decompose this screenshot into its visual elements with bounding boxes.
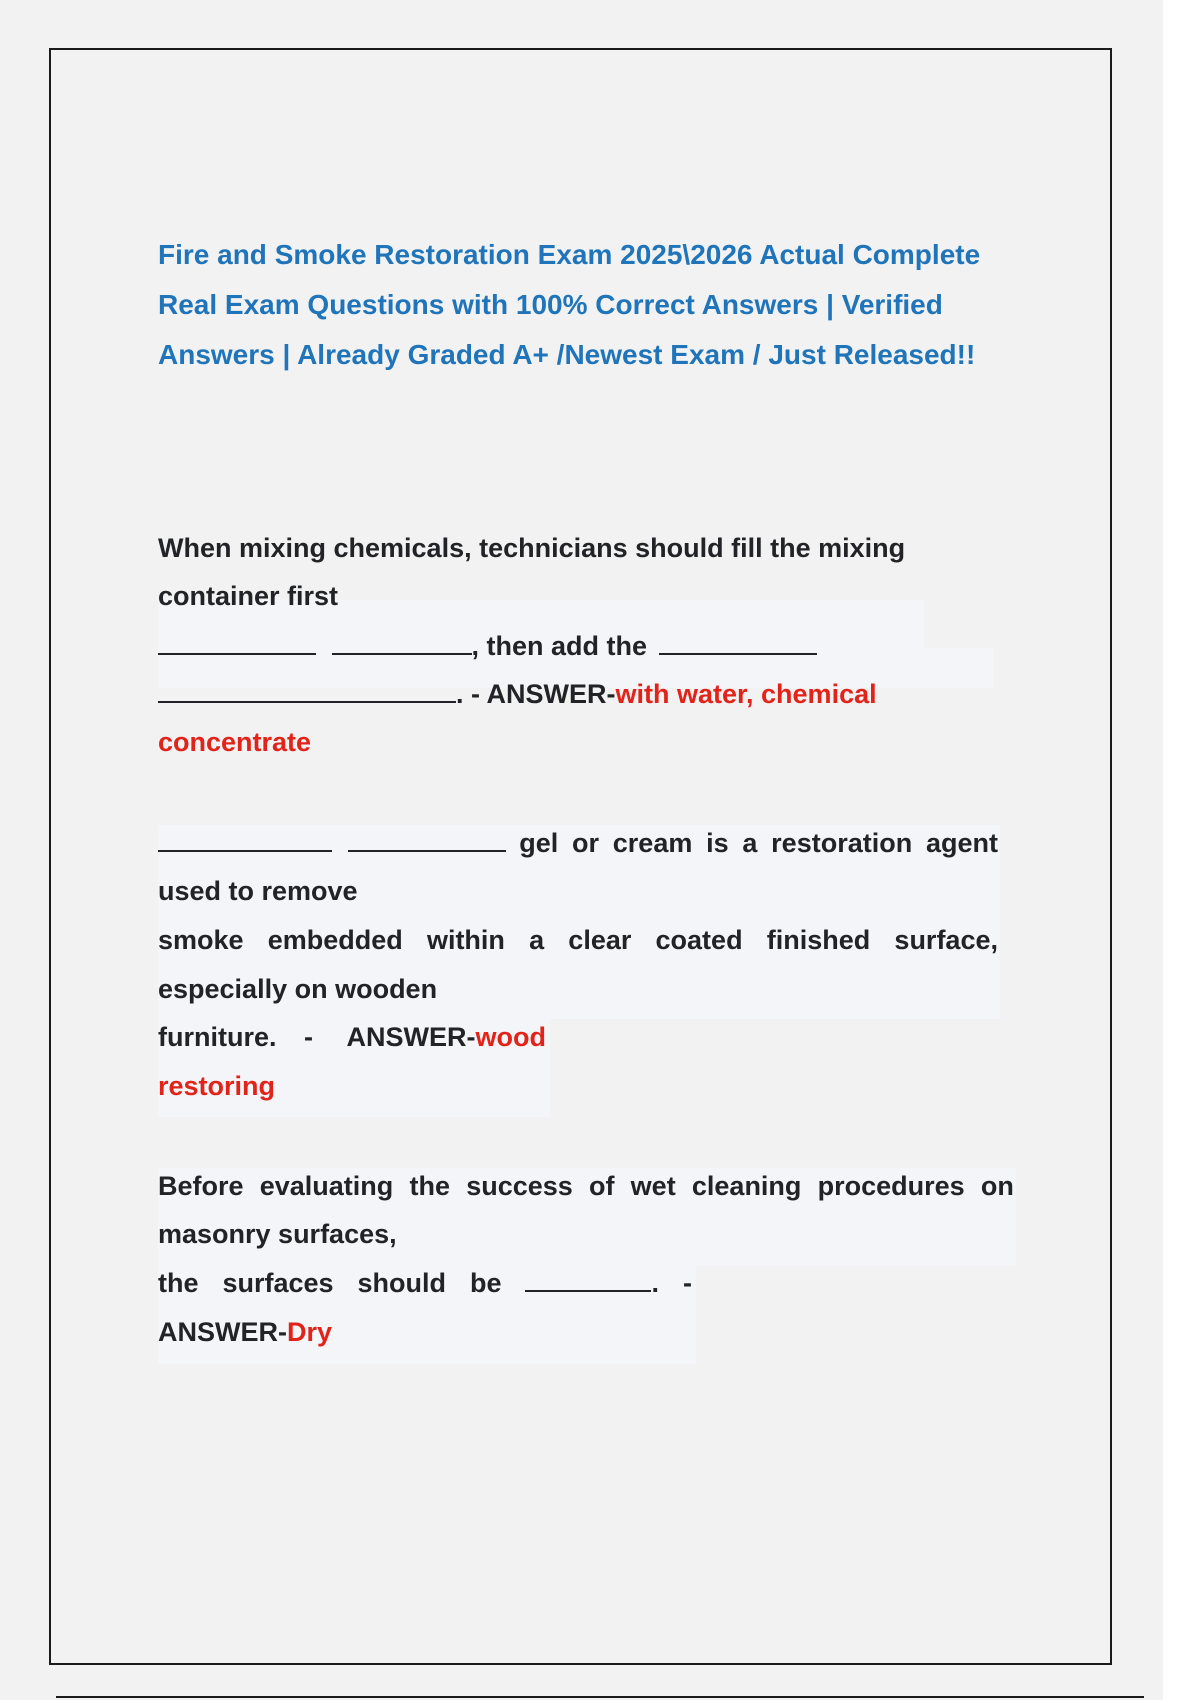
- question-3: [158, 1166, 1028, 1376]
- fill-blank: [158, 828, 332, 852]
- fill-blank: [659, 631, 817, 655]
- title-line-1: Fire and Smoke Restoration Exam 2025\2026 Actual Complete: [158, 239, 981, 270]
- word: clear: [568, 925, 632, 955]
- word: a: [742, 828, 758, 858]
- question-1-line-1: When mixing chemicals, technicians should fill the mixing: [158, 533, 906, 563]
- question-1-line-3: [158, 626, 817, 666]
- question-1-text: , then add the: [471, 631, 648, 661]
- question-1-text: . -: [456, 679, 487, 709]
- word: is: [706, 828, 729, 858]
- word: surface,: [894, 925, 998, 955]
- question-2-answer-line-2: restoring: [158, 1071, 276, 1101]
- blank-group: [525, 1263, 659, 1303]
- question-2: [158, 823, 1028, 1123]
- word: restoration: [771, 828, 913, 858]
- word: the: [158, 1268, 199, 1298]
- answer-text: wood: [475, 1022, 547, 1052]
- word: the: [409, 1171, 450, 1201]
- answer-label: ANSWER-: [158, 1317, 287, 1347]
- answer-label: ANSWER-: [346, 1022, 476, 1052]
- word: coated: [655, 925, 743, 955]
- question-2-text: furniture.: [158, 1022, 277, 1052]
- word: a: [529, 925, 545, 955]
- word: smoke: [158, 925, 244, 955]
- question-3-line-4: [158, 1312, 332, 1352]
- word: success: [466, 1171, 573, 1201]
- fill-blank: [332, 631, 472, 655]
- question-3-text: .: [651, 1268, 659, 1298]
- page-side-strip: [1163, 0, 1200, 1700]
- question-2-line-2: used to remove: [158, 876, 358, 906]
- question-1-line-2: container first: [158, 581, 339, 611]
- question-2-line-4: especially on wooden: [158, 974, 438, 1004]
- word: Before: [158, 1171, 244, 1201]
- word: should: [357, 1268, 447, 1298]
- answer-label: ANSWER-: [486, 679, 616, 709]
- question-2-line-1: [158, 823, 998, 863]
- document-title: [158, 230, 1018, 380]
- answer-text: with water, chemical: [615, 679, 877, 709]
- word: on: [980, 1171, 1014, 1201]
- question-3-line-2: masonry surfaces,: [158, 1219, 397, 1249]
- title-line-2: Real Exam Questions with 100% Correct Answers | Verified: [158, 289, 943, 320]
- word: finished: [766, 925, 871, 955]
- title-line-3: Answers | Already Graded A+ /Newest Exam / Just Released!!: [158, 339, 976, 370]
- word: wet: [630, 1171, 676, 1201]
- fill-blank: [525, 1268, 651, 1292]
- question-2-dash: -: [304, 1022, 314, 1052]
- word: gel: [519, 828, 559, 858]
- question-2-line-5: [158, 1017, 546, 1057]
- question-3-dash: -: [682, 1268, 692, 1298]
- word: embedded: [267, 925, 403, 955]
- word: agent: [925, 828, 998, 858]
- word: evaluating: [259, 1171, 394, 1201]
- word: procedures: [817, 1171, 965, 1201]
- question-1: [158, 528, 1028, 758]
- word: cleaning: [691, 1171, 802, 1201]
- word: be: [469, 1268, 502, 1298]
- question-1-answer-line-2: concentrate: [158, 727, 312, 757]
- fill-blank: [158, 631, 316, 655]
- question-1-line-4: [158, 674, 877, 714]
- word: or: [572, 828, 600, 858]
- word: of: [588, 1171, 615, 1201]
- word: cream: [612, 828, 693, 858]
- fill-blank: [348, 828, 506, 852]
- blank-group: [158, 823, 506, 863]
- fill-blank: [158, 679, 456, 703]
- word: surfaces: [222, 1268, 334, 1298]
- answer-text: Dry: [287, 1317, 333, 1347]
- question-2-line-3: [158, 920, 998, 960]
- page-bottom-rule: [56, 1696, 1144, 1698]
- word: within: [426, 925, 505, 955]
- question-3-line-3: [158, 1263, 692, 1303]
- question-3-line-1: [158, 1166, 1014, 1206]
